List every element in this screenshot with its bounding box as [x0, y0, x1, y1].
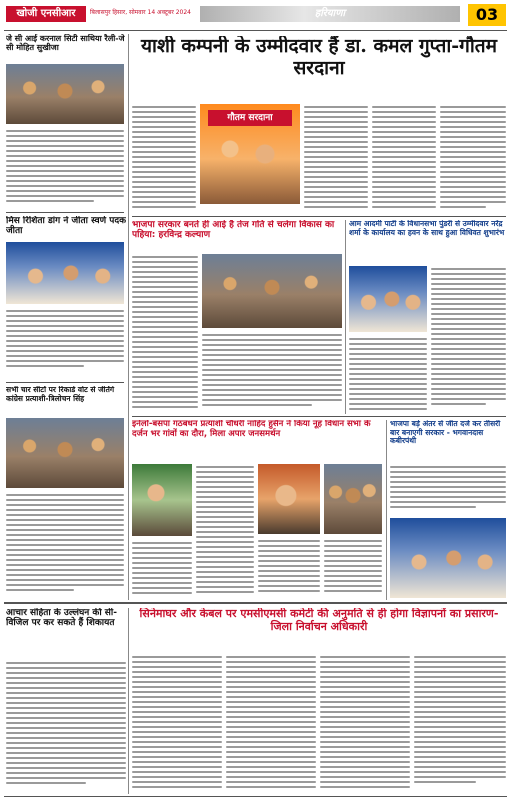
headline-cinema-cable: सिनेमाघर और केबल पर एमसीएमसी कमेटी की अनुमति से ही होगा विज्ञापनों का प्रसारण-जिला निर्वाचन अधिकारी [139, 608, 499, 633]
headline-main: याशी कम्पनी के उम्मीदवार हैं डा. कमल गुप्ता-गौतम सरदाना [141, 36, 497, 79]
article-body-congress [6, 492, 124, 598]
divider [4, 30, 507, 31]
article-body-inld-col1 [132, 540, 192, 598]
dateline-sub [90, 17, 210, 23]
article-body-bjp-col2 [202, 332, 342, 414]
divider [6, 382, 124, 383]
article-body-gold [6, 308, 124, 378]
article-body-main-col4 [372, 104, 436, 214]
article-body-bjp-col1 [132, 254, 198, 414]
photo-third-term [390, 518, 506, 598]
article-body-cinema-col4 [414, 654, 506, 794]
photo-inld-3 [324, 464, 382, 534]
article-body-main-col5 [440, 104, 506, 214]
headline-code-of-conduct: आचार संहिता के उल्लंघन की सी-विजिल पर कर सकते हैं शिकायत [6, 608, 117, 629]
article-body-inld-col4 [324, 538, 382, 598]
headline-inld: इनेलो-बसपा गठबंधन प्रत्याशी चौधरी नाहिद हुसैन ने किया नूंह विधान सभा के दर्जन भर गांवों का दौरा, मिला अपार जनसमर्थन [132, 420, 371, 439]
masthead [0, 0, 511, 34]
article-body-main-col1 [132, 104, 196, 214]
divider [132, 416, 506, 417]
article-body-aap-col2 [431, 266, 506, 414]
photo-inld-2 [258, 464, 320, 534]
section-banner: हरियाणा [200, 6, 460, 22]
photo-main [200, 104, 300, 204]
divider [6, 212, 124, 213]
article-body-cinema-col1 [132, 654, 222, 794]
brand-logo: खोजी एनसीआर [6, 6, 86, 22]
article-body-inld-col2 [196, 464, 254, 598]
headline-gold-medal: मिस रिशिता डांग ने जीता स्वर्ण पदक जीता [6, 216, 126, 237]
headline-aap: आम आदमी पार्टी के विधानसभा पुंडरी से उम्मीदवार नरेंद्र शर्मा के कार्यालय का हवन के साथ हुआ विधिवत शुभारंभ [349, 220, 505, 237]
article-body-jci [6, 128, 124, 208]
article-body-main-col3 [304, 104, 368, 214]
divider [4, 602, 507, 604]
headline-congress: सभी चार सीटों पर रिकार्ड वोट से जीतेंगे कांग्रेस प्रत्याशी-त्रिलोचन सिंह [6, 386, 115, 403]
article-body-cinema-col3 [320, 654, 410, 794]
column-divider [386, 420, 387, 600]
photo-award [6, 242, 124, 304]
photo-rally [6, 64, 124, 124]
dateline: बिलासपुर हिसार, सोमवार 14 अक्टूबर 2024 [90, 9, 191, 16]
photo-congress [6, 418, 124, 488]
headline-jci-rally: जे सी आई करनाल सिटी साथिया रैली-जे सी मोहित सुखीजा [6, 34, 125, 53]
article-body-cinema-col2 [226, 654, 316, 794]
divider [4, 796, 507, 797]
column-divider [128, 608, 129, 794]
photo-caption-banner: गौतम सरदाना [208, 110, 292, 126]
photo-aap [349, 266, 427, 332]
article-body-aap-col1 [349, 336, 427, 414]
column-divider [128, 34, 129, 600]
page-number: 03 [468, 4, 506, 26]
photo-inld-1 [132, 464, 192, 536]
headline-bjp-third-term: भाजपा बड़े अंतर से जीत दर्ज कर तीसरी बार बनाएगी सरकार - भगवानदास कबीरपंथी [390, 420, 501, 446]
article-body-inld-col3 [258, 538, 320, 598]
article-body-third-term [390, 464, 506, 514]
column-divider [345, 220, 346, 414]
article-body-conduct [6, 660, 126, 794]
divider [132, 216, 506, 217]
headline-bjp: भाजपा सरकार बनते ही आई है तेज गति से चलेगा विकास का पहिया: हरविन्द्र कल्याण [132, 220, 335, 241]
photo-bjp [202, 254, 342, 328]
